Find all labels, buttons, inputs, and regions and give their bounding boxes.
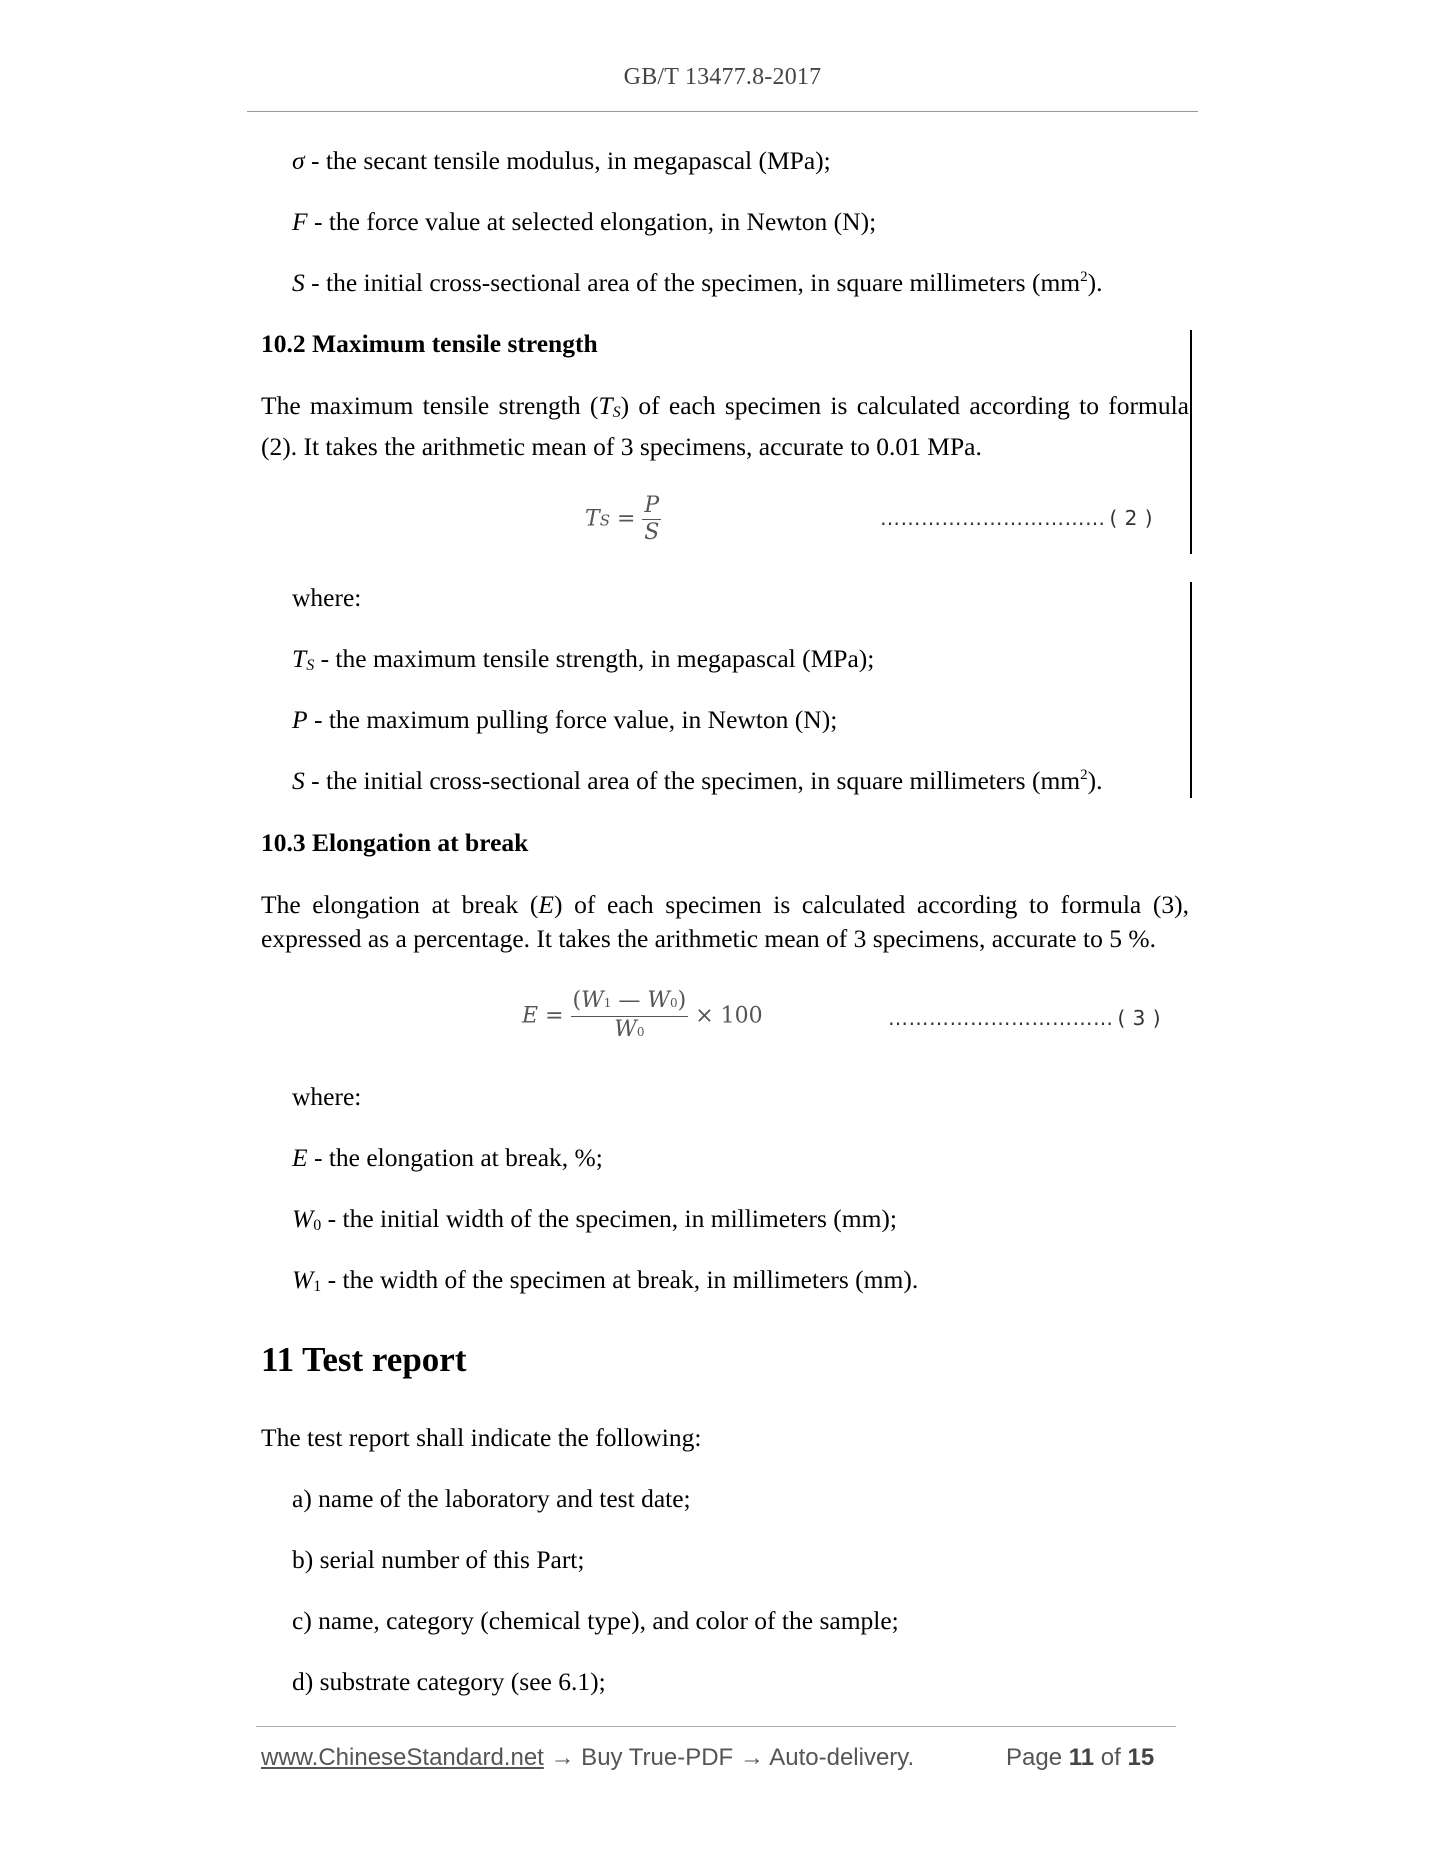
symbol: P bbox=[292, 705, 308, 734]
leader-dots: …………………………… bbox=[888, 1006, 1114, 1030]
formula-numerator: (W1 — W0) bbox=[571, 988, 689, 1017]
change-bar bbox=[1190, 582, 1192, 798]
definition-text: - the secant tensile modulus, in megapascal (MPa); bbox=[304, 146, 831, 175]
definition-p bbox=[292, 705, 837, 735]
section-heading-10-3: 10.3 Elongation at break bbox=[261, 828, 529, 857]
symbol: E bbox=[538, 890, 554, 919]
den-symbol: W bbox=[614, 1017, 637, 1042]
definition-text: - the initial cross-sectional area of the specimen, in square millimeters (mm bbox=[304, 268, 1081, 297]
definition-tail: ). bbox=[1087, 268, 1103, 297]
symbol: S bbox=[292, 766, 305, 795]
section-heading-10-2: 10.2 Maximum tensile strength bbox=[261, 329, 598, 358]
formula-number: ( 3 ) bbox=[1117, 1006, 1162, 1030]
page-header: GB/T 13477.8-2017 bbox=[623, 64, 822, 90]
list-item: b) serial number of this Part; bbox=[292, 1545, 585, 1574]
page-indicator bbox=[1006, 1744, 1154, 1772]
page-total: 15 bbox=[1127, 1744, 1155, 1771]
subscript: 1 bbox=[313, 1278, 322, 1295]
minus-sign: — bbox=[618, 988, 641, 1013]
definition-w0 bbox=[292, 1204, 897, 1235]
of-label: of bbox=[1100, 1744, 1121, 1771]
list-item: d) substrate category (see 6.1); bbox=[292, 1667, 606, 1696]
page-number: 11 bbox=[1068, 1744, 1095, 1771]
paragraph-10-3 bbox=[261, 888, 1189, 956]
definition-text: - the maximum tensile strength, in megapascal (MPa); bbox=[314, 644, 875, 673]
definition-s bbox=[292, 268, 1103, 298]
num-sub-a: 1 bbox=[603, 996, 612, 1010]
definition-ts bbox=[292, 644, 874, 675]
symbol: S bbox=[292, 268, 305, 297]
definition-f bbox=[292, 207, 876, 237]
num-sub-b: 0 bbox=[669, 996, 678, 1010]
num-symbol-b: W bbox=[647, 988, 670, 1013]
definition-sigma bbox=[292, 146, 831, 176]
definition-text: - the initial cross-sectional area of the specimen, in square millimeters (mm bbox=[304, 766, 1081, 795]
page-label: Page bbox=[1006, 1744, 1063, 1771]
formula-2 bbox=[585, 493, 661, 546]
symbol: σ bbox=[292, 146, 305, 175]
superscript: 2 bbox=[1080, 269, 1088, 285]
formula-lhs: E bbox=[522, 1003, 539, 1029]
formula-fraction bbox=[571, 988, 689, 1045]
formula-lhs: T bbox=[585, 506, 600, 532]
header-divider bbox=[247, 111, 1198, 112]
formula-times: × 100 bbox=[695, 1003, 763, 1029]
definition-text: - the initial width of the specimen, in millimeters (mm); bbox=[321, 1204, 898, 1233]
list-item: a) name of the laboratory and test date; bbox=[292, 1484, 691, 1513]
symbol: F bbox=[292, 207, 308, 236]
paragraph-10-2 bbox=[261, 389, 1189, 464]
definition-w1 bbox=[292, 1265, 918, 1296]
formula-numerator: P bbox=[644, 493, 660, 518]
superscript: 2 bbox=[1080, 767, 1088, 783]
where-label: where: bbox=[292, 1082, 362, 1111]
symbol: E bbox=[292, 1143, 308, 1172]
definition-tail: ). bbox=[1087, 766, 1103, 795]
formula-equals: = bbox=[616, 506, 636, 532]
formula-equals: = bbox=[545, 1003, 564, 1029]
website-link[interactable]: www.ChineseStandard.net bbox=[261, 1744, 544, 1771]
para-text: The maximum tensile strength ( bbox=[261, 391, 599, 420]
definition-text: - the elongation at break, %; bbox=[307, 1143, 603, 1172]
formula-3-leader bbox=[888, 1006, 1161, 1030]
test-report-intro: The test report shall indicate the following: bbox=[261, 1423, 702, 1452]
where-label: where: bbox=[292, 583, 362, 612]
formula-fraction bbox=[642, 493, 661, 546]
formula-2-leader bbox=[880, 506, 1153, 530]
definition-e bbox=[292, 1143, 603, 1173]
footer-promo bbox=[261, 1744, 914, 1772]
change-bar bbox=[1190, 330, 1192, 554]
num-symbol-a: W bbox=[581, 988, 604, 1013]
den-sub: 0 bbox=[636, 1025, 645, 1039]
formula-denominator: S bbox=[644, 520, 660, 545]
formula-number: ( 2 ) bbox=[1109, 506, 1154, 530]
symbol: W bbox=[292, 1265, 314, 1294]
definition-text: - the maximum pulling force value, in Newton (N); bbox=[307, 705, 838, 734]
leader-dots: …………………………… bbox=[880, 506, 1106, 530]
definition-text: - the width of the specimen at break, in millimeters (mm). bbox=[321, 1265, 919, 1294]
symbol: T bbox=[292, 644, 307, 673]
subscript: 0 bbox=[313, 1217, 322, 1234]
footer-divider bbox=[256, 1726, 1176, 1727]
formula-denominator bbox=[571, 1017, 689, 1045]
symbol: T bbox=[598, 391, 613, 420]
subscript: S bbox=[612, 404, 621, 421]
formula-3 bbox=[522, 988, 763, 1045]
symbol: W bbox=[292, 1204, 314, 1233]
para-text: The elongation at break ( bbox=[261, 890, 539, 919]
section-heading-11: 11 Test report bbox=[261, 1340, 467, 1379]
definition-text: - the force value at selected elongation, in Newton (N); bbox=[307, 207, 877, 236]
subscript: S bbox=[306, 657, 315, 674]
promo-text: → Buy True-PDF → Auto-delivery. bbox=[543, 1744, 915, 1771]
list-item: c) name, category (chemical type), and color of the sample; bbox=[292, 1606, 899, 1635]
para-text: ) of each specimen is calculated according to formula (2). It takes the arithmetic mean of 3 specimens, accurate to 0.01 MPa. bbox=[261, 391, 1189, 461]
definition-s bbox=[292, 766, 1103, 796]
para-text: ) of each specimen is calculated according to formula (3), expressed as a percentage. It takes the arithmetic mean of 3 specimens, accurate to 5 %. bbox=[261, 890, 1189, 953]
formula-lhs-sub: S bbox=[599, 511, 610, 530]
